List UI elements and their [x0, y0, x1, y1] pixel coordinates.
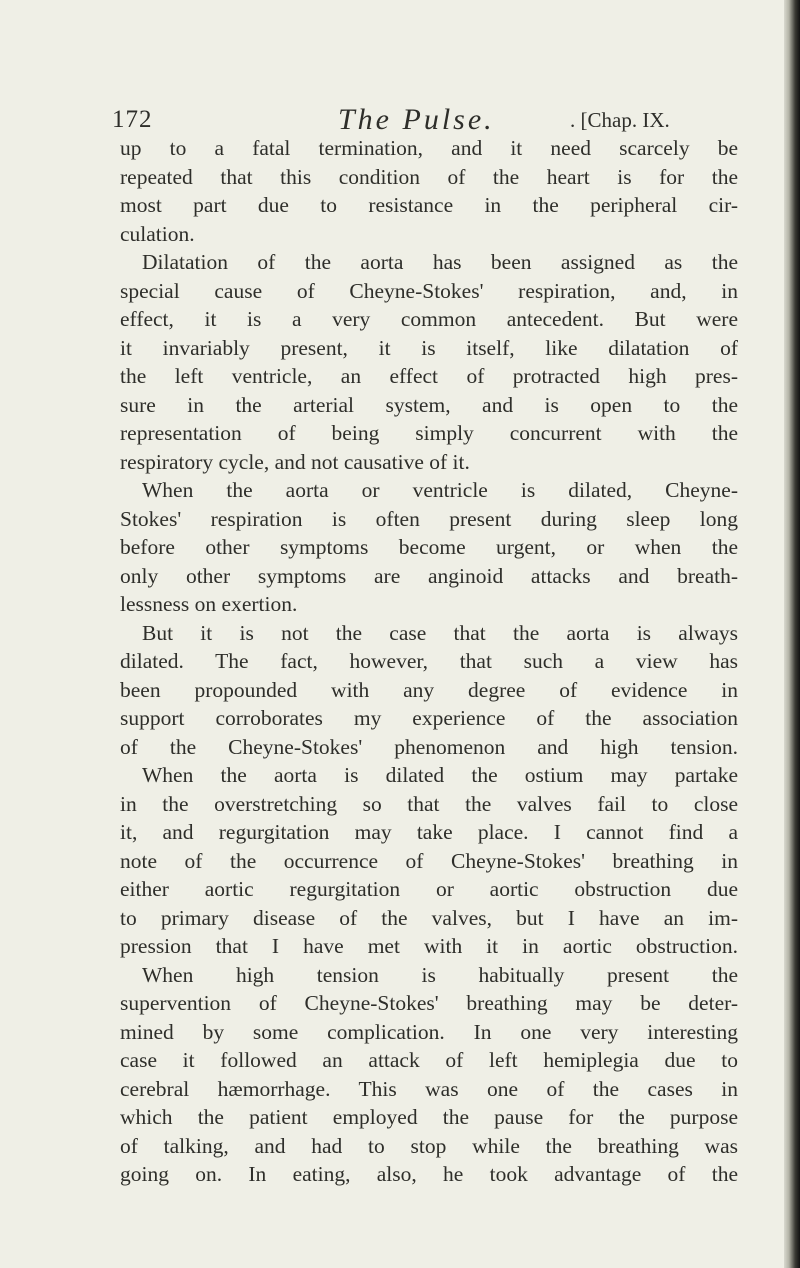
text-line: of talking, and had to stop while the breathing was [120, 1133, 738, 1158]
text-line: respiratory cycle, and not causative of it. [120, 449, 470, 474]
text-line: support corroborates my experience of the association [120, 706, 738, 730]
text-line: before other symptoms become urgent, or when the [120, 535, 738, 559]
text-line: When the aorta is dilated the ostium may partake [142, 763, 738, 787]
body-text [120, 134, 738, 1189]
text-line: cerebral hæmorrhage. This was one of the cases in [120, 1076, 738, 1101]
text-line: only other symptoms are anginoid attacks and breath- [120, 563, 738, 588]
text-line: most part due to resistance in the peripheral cir- [120, 193, 738, 217]
text-line: the left ventricle, an effect of protracted high pres- [120, 364, 738, 388]
text-line: supervention of Cheyne-Stokes' breathing may be deter- [120, 991, 738, 1015]
text-line: it invariably present, it is itself, like dilatation of [120, 335, 738, 360]
text-line: up to a fatal termination, and it need scarcely be [120, 136, 738, 160]
text-line: been propounded with any degree of evidence in [120, 677, 738, 702]
text-line: which the patient employed the pause for the purpose [120, 1105, 738, 1129]
text-line: But it is not the case that the aorta is always [142, 620, 738, 645]
text-line: it, and regurgitation may take place. I cannot find a [120, 820, 738, 844]
page-number: 172 [112, 106, 153, 133]
text-line: repeated that this condition of the heart is for the [120, 164, 738, 189]
text-line: culation. [120, 221, 195, 246]
text-line: lessness on exertion. [120, 592, 298, 616]
text-line: note of the occurrence of Cheyne-Stokes' breathing in [120, 848, 738, 873]
text-line: either aortic regurgitation or aortic obstruction due [120, 877, 738, 901]
text-line: pression that I have met with it in aortic obstruction. [120, 934, 738, 958]
text-line: effect, it is a very common antecedent. But were [120, 307, 738, 331]
text-line: going on. In eating, also, he took advantage of the [120, 1162, 738, 1186]
page-edge-shadow [784, 0, 800, 1268]
text-line: Stokes' respiration is often present during sleep long [120, 506, 738, 531]
chapter-label: . [Chap. IX. [570, 108, 670, 132]
text-line: When the aorta or ventricle is dilated, Cheyne- [142, 478, 738, 502]
text-line: of the Cheyne-Stokes' phenomenon and high tension. [120, 734, 738, 759]
text-line: to primary disease of the valves, but I have an im- [120, 905, 738, 930]
text-line: dilated. The fact, however, that such a view has [120, 649, 738, 673]
text-line: case it followed an attack of left hemiplegia due to [120, 1048, 738, 1072]
text-line: in the overstretching so that the valves fail to close [120, 791, 738, 816]
text-line: sure in the arterial system, and is open to the [120, 392, 738, 417]
text-line: When high tension is habitually present the [142, 962, 738, 987]
text-line: mined by some complication. In one very interesting [120, 1019, 738, 1044]
text-line: Dilatation of the aorta has been assigned as the [142, 250, 738, 274]
running-title: The Pulse. [338, 103, 495, 136]
text-line: special cause of Cheyne-Stokes' respiration, and, in [120, 278, 738, 303]
text-line: representation of being simply concurrent with the [120, 421, 738, 445]
